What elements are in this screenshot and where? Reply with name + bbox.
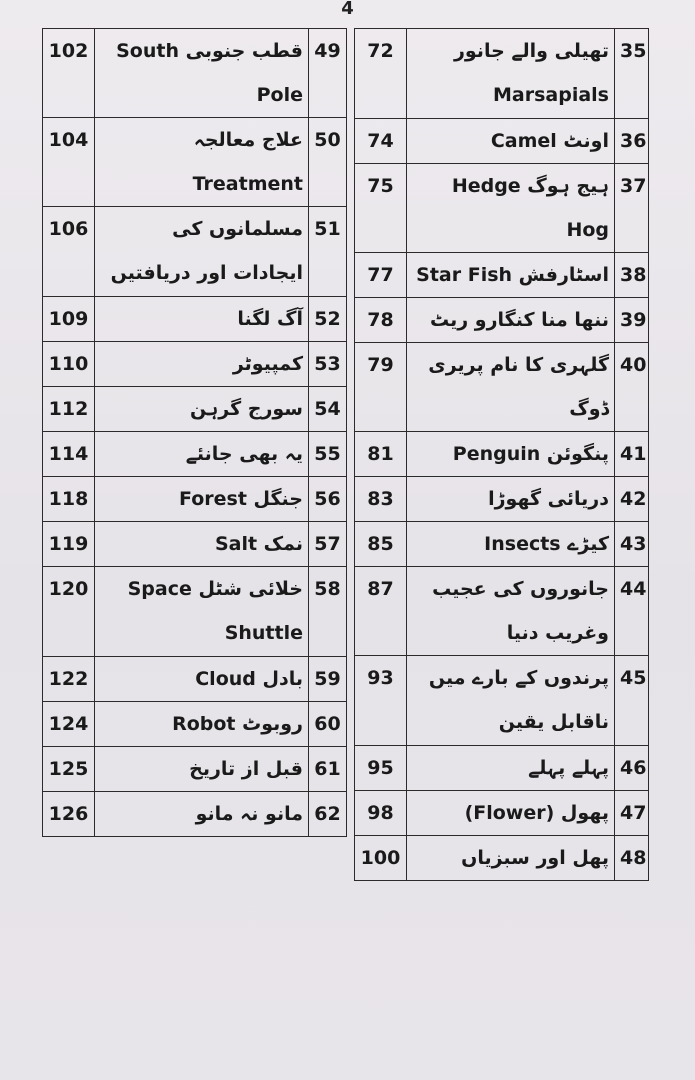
toc-title: قطب جنوبی South Pole — [95, 29, 309, 118]
toc-title: دریائی گھوڑا — [407, 477, 615, 522]
toc-entry-number: 39 — [615, 298, 649, 343]
toc-title: پہلے پہلے — [407, 746, 615, 791]
toc-row — [355, 791, 649, 836]
toc-row — [355, 746, 649, 791]
toc-title: گلہری کا نام پریری ڈوگ — [407, 343, 615, 432]
toc-page-number: 122 — [43, 657, 95, 702]
toc-row — [43, 432, 347, 477]
toc-title: مسلمانوں کی ایجادات اور دریافتیں — [95, 207, 309, 297]
toc-row — [43, 522, 347, 567]
toc-page-number: 112 — [43, 387, 95, 432]
toc-title: پنگوئن Penguin — [407, 432, 615, 477]
toc-title: اونٹ Camel — [407, 119, 615, 164]
toc-row — [355, 164, 649, 253]
toc-entry-number: 58 — [309, 567, 347, 657]
toc-page-number: 106 — [43, 207, 95, 297]
toc-row — [355, 522, 649, 567]
toc-title: پھل اور سبزیاں — [407, 836, 615, 881]
toc-row — [43, 387, 347, 432]
toc-row — [355, 432, 649, 477]
toc-title: یہ بھی جانئے — [95, 432, 309, 477]
toc-page-number: 104 — [43, 118, 95, 207]
toc-title: پرندوں کے بارے میں ناقابل یقین — [407, 656, 615, 746]
toc-page-number: 85 — [355, 522, 407, 567]
toc-row — [43, 702, 347, 747]
toc-entry-number: 54 — [309, 387, 347, 432]
toc-title: مانو نہ مانو — [95, 792, 309, 837]
toc-row — [43, 207, 347, 297]
toc-page-number: 110 — [43, 342, 95, 387]
toc-row — [355, 656, 649, 746]
toc-entry-number: 35 — [615, 29, 649, 119]
toc-entry-number: 61 — [309, 747, 347, 792]
toc-entry-number: 55 — [309, 432, 347, 477]
toc-row — [355, 836, 649, 881]
toc-entry-number: 51 — [309, 207, 347, 297]
toc-row — [43, 657, 347, 702]
toc-row — [43, 567, 347, 657]
toc-entry-number: 57 — [309, 522, 347, 567]
toc-entry-number: 62 — [309, 792, 347, 837]
toc-page-number: 100 — [355, 836, 407, 881]
toc-entry-number: 38 — [615, 253, 649, 298]
toc-entry-number: 42 — [615, 477, 649, 522]
toc-title: بادل Cloud — [95, 657, 309, 702]
toc-entry-number: 36 — [615, 119, 649, 164]
toc-page-number: 83 — [355, 477, 407, 522]
toc-row — [355, 477, 649, 522]
toc-entry-number: 56 — [309, 477, 347, 522]
toc-row — [43, 29, 347, 118]
toc-title: علاج معالجہ Treatment — [95, 118, 309, 207]
toc-title: روبوٹ Robot — [95, 702, 309, 747]
toc-row — [43, 118, 347, 207]
toc-row — [355, 567, 649, 656]
toc-row — [43, 477, 347, 522]
toc-page-number: 87 — [355, 567, 407, 656]
toc-entry-number: 44 — [615, 567, 649, 656]
toc-title: کمپیوٹر — [95, 342, 309, 387]
toc-entry-number: 60 — [309, 702, 347, 747]
toc-entry-number: 52 — [309, 297, 347, 342]
toc-title: خلائی شٹل Space Shuttle — [95, 567, 309, 657]
toc-table-left — [42, 28, 347, 837]
toc-row — [43, 792, 347, 837]
toc-page-number: 125 — [43, 747, 95, 792]
toc-title: سورج گرہن — [95, 387, 309, 432]
toc-title: قبل از تاریخ — [95, 747, 309, 792]
toc-page-number: 126 — [43, 792, 95, 837]
toc-entry-number: 48 — [615, 836, 649, 881]
toc-title: ننھا منا کنگارو ریٹ — [407, 298, 615, 343]
toc-entry-number: 45 — [615, 656, 649, 746]
toc-entry-number: 40 — [615, 343, 649, 432]
toc-page-number: 118 — [43, 477, 95, 522]
toc-entry-number: 59 — [309, 657, 347, 702]
toc-entry-number: 53 — [309, 342, 347, 387]
toc-entry-number: 50 — [309, 118, 347, 207]
toc-page-number: 78 — [355, 298, 407, 343]
toc-title: کیڑے Insects — [407, 522, 615, 567]
toc-title: جانوروں کی عجیب وغریب دنیا — [407, 567, 615, 656]
toc-page-number: 114 — [43, 432, 95, 477]
toc-entry-number: 47 — [615, 791, 649, 836]
toc-page-number: 120 — [43, 567, 95, 657]
toc-page-number: 72 — [355, 29, 407, 119]
toc-row — [355, 298, 649, 343]
toc-entry-number: 46 — [615, 746, 649, 791]
toc-title: پھول (Flower) — [407, 791, 615, 836]
toc-entry-number: 41 — [615, 432, 649, 477]
toc-title: آگ لگنا — [95, 297, 309, 342]
toc-table-right — [354, 28, 649, 881]
toc-title: جنگل Forest — [95, 477, 309, 522]
toc-page-number: 77 — [355, 253, 407, 298]
page-number: 4 — [341, 0, 354, 19]
toc-row — [43, 297, 347, 342]
toc-row — [355, 343, 649, 432]
toc-page-number: 74 — [355, 119, 407, 164]
toc-page-number: 119 — [43, 522, 95, 567]
toc-title: ہیج ہوگ Hedge Hog — [407, 164, 615, 253]
toc-title: اسٹارفش Star Fish — [407, 253, 615, 298]
toc-page-number: 79 — [355, 343, 407, 432]
toc-page-number: 95 — [355, 746, 407, 791]
toc-row — [355, 119, 649, 164]
toc-title: نمک Salt — [95, 522, 309, 567]
toc-title: تھیلی والے جانور Marsapials — [407, 29, 615, 119]
toc-row — [43, 342, 347, 387]
toc-page-number: 98 — [355, 791, 407, 836]
toc-page-number: 124 — [43, 702, 95, 747]
toc-entry-number: 43 — [615, 522, 649, 567]
toc-entry-number: 49 — [309, 29, 347, 118]
toc-page-number: 81 — [355, 432, 407, 477]
toc-row — [43, 747, 347, 792]
toc-entry-number: 37 — [615, 164, 649, 253]
toc-row — [355, 253, 649, 298]
toc-page-number: 102 — [43, 29, 95, 118]
toc-page-number: 93 — [355, 656, 407, 746]
toc-page-number: 75 — [355, 164, 407, 253]
toc-row — [355, 29, 649, 119]
toc-page-number: 109 — [43, 297, 95, 342]
